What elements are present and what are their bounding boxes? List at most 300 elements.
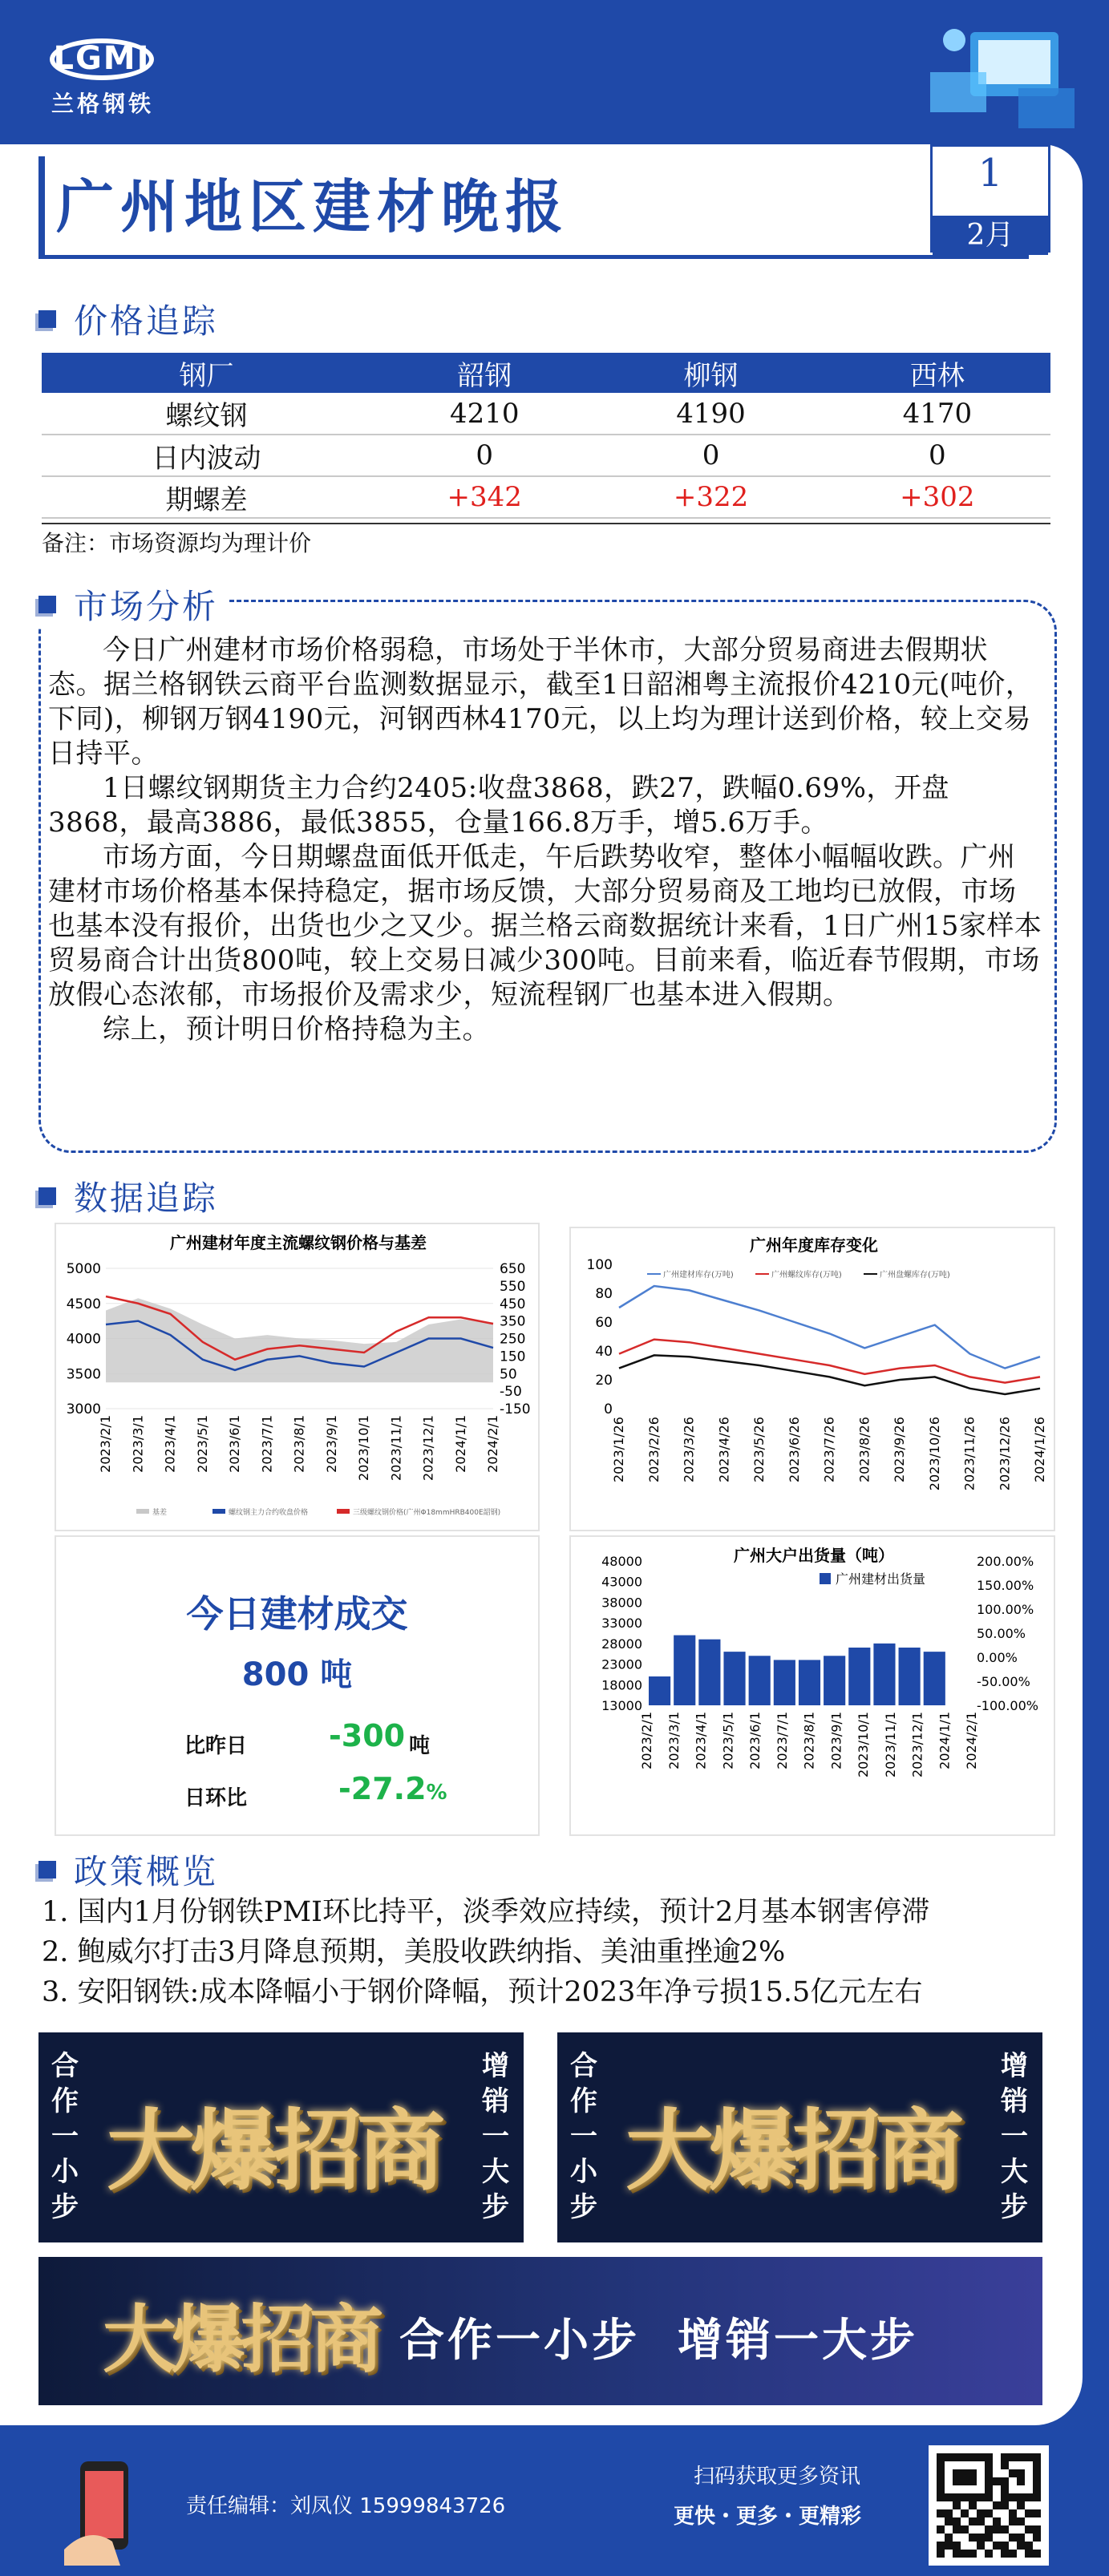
qr-module (977, 2534, 985, 2542)
ad-banner-wide[interactable] (38, 2257, 1042, 2405)
qr-module (985, 2469, 993, 2477)
x-tick-label: 2023/10/1 (856, 1712, 871, 1778)
qr-module (1025, 2453, 1033, 2461)
price-header-shaogang: 韶钢 (371, 353, 597, 393)
qr-module (1017, 2542, 1025, 2550)
qr-module (985, 2493, 993, 2501)
qr-module (1017, 2517, 1025, 2525)
y-tick-label: 28000 (601, 1636, 642, 1652)
y-tick-label: 5000 (66, 1261, 101, 1277)
y-tick-label: 38000 (601, 1595, 642, 1611)
qr-module (961, 2550, 969, 2558)
ad-char: 步 (570, 2191, 597, 2223)
ratio-value: -27.2 (338, 1771, 427, 1806)
qr-module (1017, 2534, 1025, 2542)
qr-module (1009, 2493, 1017, 2501)
section-price (38, 295, 218, 343)
legend-label: 螺纹钢主力合约收盘价格 (229, 1509, 309, 1517)
price-header-liugang: 柳钢 (597, 353, 824, 393)
qr-module (969, 2501, 977, 2509)
bar (649, 1676, 670, 1705)
price-header-mill: 钢厂 (42, 353, 371, 393)
qr-module (961, 2453, 969, 2461)
ad-right-text (476, 2048, 516, 2225)
legend-label: 三级螺纹钢价格(广州Φ18mmHRB400E韶钢) (353, 1509, 501, 1517)
section-marker-icon (38, 596, 56, 613)
qr-module (1033, 2485, 1041, 2493)
ad-char: 大 (1001, 2156, 1028, 2188)
cell-value: +322 (597, 476, 824, 518)
qr-module (969, 2453, 977, 2461)
section-price-label: 价格追踪 (74, 301, 219, 341)
y-tick-label: 13000 (601, 1698, 642, 1713)
legend-label: 基差 (152, 1509, 168, 1517)
x-tick-label: 2023/12/26 (997, 1417, 1013, 1491)
qr-module (1009, 2534, 1017, 2542)
cell-value: 0 (371, 435, 597, 476)
trade-panel (55, 1535, 540, 1836)
y2-tick-label: 650 (500, 1261, 526, 1277)
qr-module (1001, 2461, 1009, 2469)
qr-module (1033, 2550, 1041, 2558)
y-tick-label: 80 (595, 1286, 613, 1302)
x-tick-label: 2023/6/1 (227, 1415, 242, 1473)
title-underline (38, 255, 1029, 259)
qr-module (969, 2469, 977, 2477)
cell-value: +342 (371, 476, 597, 518)
ad-slogan: 合作一小步 增销一大步 (399, 2315, 918, 2367)
y-tick-label: 4500 (66, 1296, 101, 1312)
ad-char: 一 (570, 2121, 597, 2153)
qr-module (945, 2517, 953, 2525)
qr-module (1001, 2453, 1009, 2461)
chart-shipment-panel (569, 1535, 1055, 1836)
qr-module (1033, 2453, 1041, 2461)
qr-module (985, 2509, 993, 2517)
bar (723, 1652, 745, 1705)
qr-module (1025, 2542, 1033, 2550)
qr-module (937, 2485, 945, 2493)
qr-module (1001, 2542, 1009, 2550)
x-tick-label: 2023/2/1 (98, 1415, 113, 1473)
qr-module (1017, 2453, 1025, 2461)
title-accent (38, 156, 45, 257)
qr-module (937, 2509, 945, 2517)
y2-tick-label: 450 (500, 1296, 526, 1312)
qr-module (937, 2461, 945, 2469)
y-tick-label: 48000 (601, 1554, 642, 1569)
price-table (42, 353, 1050, 519)
logo-cn: 兰格钢铁 (51, 91, 155, 117)
chart-shipment (571, 1537, 1057, 1838)
analysis-paragraph: 1日螺纹钢期货主力合约2405:收盘3868，跌27，跌幅0.69%，开盘3868，最高3886，最低3855，仓量166.8万手，增5.6万手。 (48, 772, 949, 839)
y2-tick-label: -50.00% (977, 1674, 1030, 1689)
cell-value: 4170 (824, 393, 1050, 435)
ad-char: 一 (482, 2121, 509, 2153)
y2-tick-label: 150.00% (977, 1578, 1034, 1593)
y-tick-label: 0 (604, 1401, 613, 1417)
qr-module (945, 2453, 953, 2461)
qr-module (937, 2542, 945, 2550)
x-tick-label: 2024/1/26 (1032, 1417, 1047, 1483)
y2-tick-label: 250 (500, 1331, 526, 1348)
scan-text: 扫码获取更多资讯 (694, 2465, 861, 2489)
row-label: 螺纹钢 (42, 393, 371, 435)
qr-module (945, 2534, 953, 2542)
x-tick-label: 2023/5/26 (751, 1417, 767, 1483)
cell-value: 4210 (371, 393, 597, 435)
qr-module (1033, 2469, 1041, 2477)
qr-module (1017, 2477, 1025, 2485)
qr-module (977, 2542, 985, 2550)
ad-char: 步 (482, 2191, 509, 2223)
y2-tick-label: 0.00% (977, 1650, 1018, 1665)
legend-label: 广州螺纹库存(万吨) (771, 1271, 842, 1280)
y2-tick-label: 50.00% (977, 1626, 1026, 1641)
x-tick-label: 2023/4/1 (693, 1712, 709, 1769)
qr-module (953, 2477, 961, 2485)
qr-module (1009, 2469, 1017, 2477)
bar (824, 1656, 845, 1705)
y-tick-label: 3500 (66, 1366, 101, 1383)
qr-module (1033, 2534, 1041, 2542)
qr-module (961, 2493, 969, 2501)
date-day: 1 (977, 151, 1003, 196)
x-tick-label: 2023/10/26 (926, 1417, 942, 1491)
price-header-xilin: 西林 (824, 353, 1050, 393)
price-note: 备注：市场资源均为理计价 (42, 523, 1050, 558)
ad-char: 一 (51, 2121, 79, 2153)
x-tick-label: 2023/9/26 (892, 1417, 907, 1483)
qr-module (1025, 2493, 1033, 2501)
x-tick-label: 2023/11/1 (882, 1712, 898, 1778)
row-label: 日内波动 (42, 435, 371, 476)
qr-module (1001, 2525, 1009, 2534)
y-tick-label: 40 (595, 1344, 613, 1360)
table-row (42, 435, 1050, 476)
bar (674, 1636, 695, 1705)
policy-item: 1. 国内1月份钢铁PMI环比持平，淡季效应持续，预计2月基本钢害停滞 (42, 1896, 930, 1928)
y-tick-label: 23000 (601, 1656, 642, 1672)
section-marker-icon (38, 1861, 56, 1878)
qr-module (945, 2542, 953, 2550)
bar (799, 1660, 820, 1705)
bar (899, 1648, 921, 1705)
ad-banner-left[interactable] (38, 2032, 524, 2242)
x-tick-label: 2023/10/1 (356, 1415, 371, 1482)
qr-module (1009, 2517, 1017, 2525)
trade-title: 今日建材成交 (186, 1592, 408, 1636)
y-tick-label: 3000 (66, 1401, 101, 1417)
cell-value: 0 (597, 435, 824, 476)
tagline: 更快・更多・更精彩 (674, 2505, 862, 2529)
cell-value: 4190 (597, 393, 824, 435)
qr-module (1017, 2469, 1025, 2477)
ad-char: 小 (570, 2156, 597, 2188)
policy-item: 2. 鲍威尔打击3月降息预期，美股收跌纳指、美油重挫逾2% (42, 1936, 786, 1968)
ad-char: 增 (482, 2050, 509, 2082)
chart-title: 广州大户出货量（吨） (734, 1546, 894, 1565)
table-row (42, 476, 1050, 518)
ad-char: 增 (1001, 2050, 1028, 2082)
section-analysis (38, 580, 228, 629)
qr-module (937, 2550, 945, 2558)
legend-swatch (820, 1573, 831, 1584)
qr-module (985, 2477, 993, 2485)
qr-module (1025, 2509, 1033, 2517)
editor-info: 责任编辑：刘凤仪 15999843726 (186, 2494, 506, 2518)
qr-module (945, 2493, 953, 2501)
qr-module (961, 2509, 969, 2517)
qr-module (969, 2517, 977, 2525)
page-title: 广州地区建材晚报 (56, 172, 570, 241)
qr-module (937, 2525, 945, 2534)
qr-module (1017, 2493, 1025, 2501)
qr-module (1025, 2525, 1033, 2534)
x-tick-label: 2024/1/1 (937, 1712, 953, 1769)
bar (774, 1660, 795, 1705)
qr-module (985, 2525, 993, 2534)
qr-module (985, 2485, 993, 2493)
section-tracking-label: 数据追踪 (74, 1179, 219, 1218)
analysis-paragraph: 今日广州建材市场价格弱稳，市场处于半休市，大部分贸易商进去假期状态。据兰格钢铁云商平台监测数据显示，截至1日韶湘粤主流报价4210元(吨价，下同)，柳钢万钢4190元，河钢西林4170元，以上均为理计送到价格，较上交易日持平。 (48, 634, 1034, 770)
qr-module (953, 2469, 961, 2477)
x-tick-label: 2023/11/26 (961, 1417, 977, 1491)
qr-module (1001, 2493, 1009, 2501)
x-tick-label: 2023/4/1 (162, 1415, 178, 1473)
qr-module (993, 2525, 1001, 2534)
x-tick-label: 2023/7/26 (821, 1417, 837, 1483)
qr-module (1009, 2453, 1017, 2461)
y2-tick-label: 200.00% (977, 1554, 1034, 1569)
qr-module (961, 2525, 969, 2534)
qr-module (1033, 2477, 1041, 2485)
row-label: 期螺差 (42, 476, 371, 518)
qr-module (953, 2453, 961, 2461)
qr-module (953, 2493, 961, 2501)
trade-volume: 800 (241, 1656, 310, 1693)
bar (924, 1652, 945, 1705)
policy-list (42, 1892, 929, 2012)
qr-module (961, 2469, 969, 2477)
qr-module (1001, 2550, 1009, 2558)
qr-module (1001, 2485, 1009, 2493)
y-tick-label: 100 (586, 1257, 613, 1273)
tech-illustration (898, 8, 1091, 152)
cmp-label: 比昨日 (184, 1734, 248, 1758)
ad-char: 一 (1001, 2121, 1028, 2153)
brand-logo (42, 32, 162, 117)
x-tick-label: 2023/6/26 (786, 1417, 802, 1483)
ratio-value-line (338, 1771, 447, 1806)
legend-label: 广州盘螺库存(万吨) (880, 1271, 950, 1280)
ad-char: 作 (51, 2085, 79, 2117)
x-tick-label: 2023/7/1 (259, 1415, 275, 1473)
qr-module (953, 2525, 961, 2534)
x-tick-label: 2024/1/1 (452, 1415, 468, 1473)
cell-value: +302 (824, 476, 1050, 518)
y-tick-label: 4000 (66, 1331, 101, 1348)
analysis-text (48, 633, 1042, 1047)
qr-module (953, 2542, 961, 2550)
chart-price-panel (55, 1223, 540, 1531)
bar (848, 1648, 870, 1705)
x-tick-label: 2023/7/1 (774, 1712, 790, 1769)
qr-module (969, 2493, 977, 2501)
x-tick-label: 2023/9/1 (323, 1415, 339, 1473)
y2-tick-label: -100.00% (977, 1698, 1038, 1713)
ad-char: 合 (570, 2050, 597, 2082)
qr-module (953, 2501, 961, 2509)
footer (0, 2437, 1109, 2576)
section-policy (38, 1846, 218, 1894)
legend-swatch (136, 1509, 149, 1514)
y2-tick-label: 50 (500, 1366, 517, 1383)
cmp-unit: 吨 (409, 1734, 431, 1758)
y2-tick-label: -150 (500, 1401, 531, 1417)
qr-code-icon (937, 2453, 1041, 2558)
analysis-paragraph: 综上，预计明日价格持稳为主。 (103, 1013, 490, 1045)
qr-module (953, 2517, 961, 2525)
ad-char: 步 (51, 2191, 79, 2223)
qr-module (977, 2453, 985, 2461)
qr-module (969, 2550, 977, 2558)
logo-text: LGMI (53, 40, 151, 77)
qr-module (961, 2477, 969, 2485)
qr-module (977, 2493, 985, 2501)
y2-tick-label: 100.00% (977, 1602, 1034, 1617)
ad-banner-right[interactable] (557, 2032, 1042, 2242)
qr-module (1025, 2550, 1033, 2558)
ad-big-text: 大爆招商 (625, 2099, 959, 2202)
ad-char: 作 (570, 2085, 597, 2117)
qr-module (1033, 2525, 1041, 2534)
bar (698, 1640, 720, 1705)
x-tick-label: 2023/9/1 (828, 1712, 844, 1769)
x-tick-label: 2024/2/1 (485, 1415, 500, 1473)
section-marker-icon (38, 310, 56, 328)
ratio-unit: % (426, 1781, 447, 1805)
x-tick-label: 2023/8/26 (856, 1417, 872, 1483)
section-policy-label: 政策概览 (74, 1852, 219, 1891)
phone-hand-icon (64, 2453, 152, 2566)
series-line (619, 1355, 1040, 1394)
x-tick-label: 2024/2/1 (964, 1712, 979, 1769)
chart-title: 广州建材年度主流螺纹钢价格与基差 (170, 1233, 427, 1252)
x-tick-label: 2023/11/1 (388, 1415, 404, 1482)
chart-title: 广州年度库存变化 (750, 1235, 878, 1255)
x-tick-label: 2023/5/1 (194, 1415, 210, 1473)
chart-stock (571, 1228, 1057, 1533)
x-tick-label: 2023/5/1 (720, 1712, 736, 1769)
table-row (42, 393, 1050, 435)
qr-module (977, 2509, 985, 2517)
x-tick-label: 2023/3/1 (666, 1712, 682, 1769)
ad-char: 销 (1001, 2085, 1028, 2117)
x-tick-label: 2023/6/1 (747, 1712, 763, 1769)
policy-item: 3. 安阳钢铁:成本降幅小于钢价降幅，预计2023年净亏损15.5亿元左右 (42, 1976, 923, 2008)
qr-module (1033, 2461, 1041, 2469)
bar (749, 1656, 771, 1705)
qr-module (937, 2477, 945, 2485)
y2-tick-label: -50 (500, 1384, 522, 1401)
qr-module (985, 2461, 993, 2469)
ad-char: 销 (482, 2085, 509, 2117)
x-tick-label: 2023/8/1 (291, 1415, 307, 1473)
ad-big-text: 大爆招商 (107, 2099, 440, 2202)
section-tracking (38, 1172, 218, 1220)
qr-module (985, 2550, 993, 2558)
x-tick-label: 2023/4/26 (716, 1417, 732, 1483)
qr-code[interactable] (929, 2445, 1049, 2566)
qr-module (937, 2453, 945, 2461)
ad-left-text (564, 2048, 604, 2225)
cell-value: 0 (824, 435, 1050, 476)
legend-label: 广州建材出货量 (836, 1571, 926, 1587)
x-tick-label: 2023/3/1 (130, 1415, 146, 1473)
y-tick-label: 20 (595, 1373, 613, 1389)
qr-module (937, 2469, 945, 2477)
qr-module (993, 2542, 1001, 2550)
qr-module (993, 2501, 1001, 2509)
trade-unit: 吨 (320, 1656, 353, 1693)
qr-module (1033, 2509, 1041, 2517)
qr-module (937, 2493, 945, 2501)
legend-swatch (212, 1509, 225, 1514)
x-tick-label: 2023/2/1 (639, 1712, 654, 1769)
ad-char: 大 (482, 2156, 509, 2188)
qr-module (953, 2550, 961, 2558)
section-marker-icon (38, 1187, 56, 1205)
ad-left-text (45, 2048, 85, 2225)
y2-tick-label: 550 (500, 1278, 526, 1295)
date-box (930, 144, 1050, 253)
analysis-paragraph: 市场方面，今日期螺盘面低开低走，午后跌势收窄，整体小幅幅收跌。广州建材市场价格基本保持稳定，据市场反馈，大部分贸易商及工地均已放假，市场也基本没有报价，出货也少之又少。据兰格云商数据统计来看，1日广州15家样本贸易商合计出货800吨，较上交易日减少300吨。目前来看，临近春节假期，市场放假心态浓郁，市场报价及需求少，短流程钢厂也基本进入假期。 (48, 841, 1042, 1011)
qr-module (993, 2477, 1001, 2485)
qr-module (969, 2477, 977, 2485)
bar (873, 1644, 895, 1705)
x-tick-label: 2023/2/26 (646, 1417, 662, 1483)
qr-module (1001, 2477, 1009, 2485)
qr-module (993, 2517, 1001, 2525)
chart-stock-panel (569, 1227, 1055, 1531)
ad-big-text: 大爆招商 (103, 2296, 379, 2383)
date-month: 2月 (933, 216, 1048, 255)
x-tick-label: 2023/12/1 (909, 1712, 925, 1778)
qr-module (1033, 2493, 1041, 2501)
qr-module (1009, 2550, 1017, 2558)
y2-tick-label: 350 (500, 1313, 526, 1330)
y-tick-label: 33000 (601, 1616, 642, 1632)
section-analysis-label: 市场分析 (74, 587, 219, 626)
y-tick-label: 60 (595, 1315, 613, 1331)
legend-swatch (337, 1509, 350, 1514)
chart-price-basis (56, 1224, 541, 1533)
x-tick-label: 2023/12/1 (420, 1415, 436, 1482)
trade-volume-line (56, 1649, 538, 1695)
qr-module (1017, 2501, 1025, 2509)
ad-char: 小 (51, 2156, 79, 2188)
y-tick-label: 43000 (601, 1574, 642, 1590)
legend-label: 广州建材库存(万吨) (663, 1271, 734, 1280)
ratio-label: 日环比 (184, 1786, 248, 1810)
qr-module (1009, 2509, 1017, 2517)
x-tick-label: 2023/3/26 (681, 1417, 697, 1483)
y2-tick-label: 150 (500, 1349, 526, 1365)
ad-char: 步 (1001, 2191, 1028, 2223)
ad-char: 合 (51, 2050, 79, 2082)
qr-module (969, 2534, 977, 2542)
